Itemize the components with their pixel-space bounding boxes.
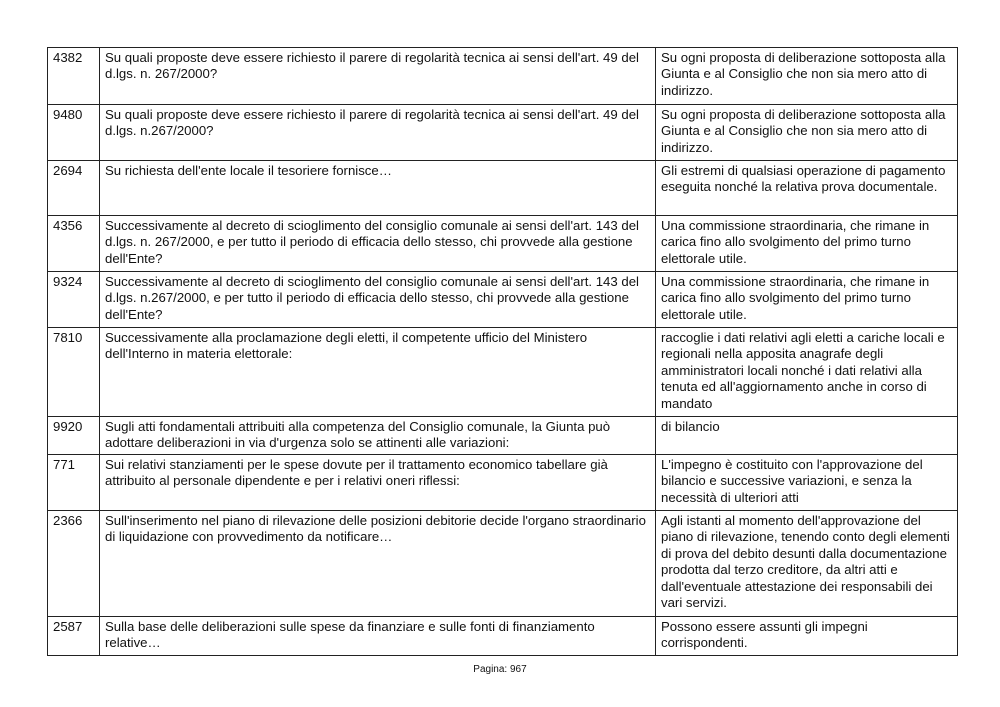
row-id: 9920 <box>48 417 100 455</box>
row-answer: Su ogni proposta di deliberazione sottoposta alla Giunta e al Consiglio che non sia mero atto di indirizzo. <box>656 48 958 105</box>
row-id: 2366 <box>48 511 100 617</box>
row-answer: Agli istanti al momento dell'approvazione del piano di rilevazione, tenendo conto degli elementi di prova del debito desunti dalla documentazione prodotta dal terzo creditore, da altri atti e dall'eventuale attestazione dei responsabili dei vari servizi. <box>656 511 958 617</box>
row-question: Sulla base delle deliberazioni sulle spese da finanziare e sulle fonti di finanziamento relative… <box>100 617 656 656</box>
table-row <box>48 617 958 656</box>
row-answer: di bilancio <box>656 417 958 455</box>
row-question: Successivamente al decreto di scioglimento del consiglio comunale ai sensi dell'art. 143 del d.lgs. n. 267/2000, e per tutto il periodo di efficacia dello stesso, chi provvede alla gestione dell'Ente? <box>100 216 656 272</box>
row-question: Successivamente al decreto di scioglimento del consiglio comunale ai sensi dell'art. 143 del d.lgs. n.267/2000, e per tutto il periodo di efficacia dello stesso, chi provvede alla gestione dell'Ente? <box>100 272 656 328</box>
row-id: 4382 <box>48 48 100 105</box>
row-question: Sull'inserimento nel piano di rilevazione delle posizioni debitorie decide l'organo straordinario di liquidazione con provvedimento da notificare… <box>100 511 656 617</box>
table-row <box>48 48 958 105</box>
row-answer: Gli estremi di qualsiasi operazione di pagamento eseguita nonché la relativa prova documentale. <box>656 161 958 216</box>
row-id: 2694 <box>48 161 100 216</box>
row-id: 2587 <box>48 617 100 656</box>
row-question: Sugli atti fondamentali attribuiti alla competenza del Consiglio comunale, la Giunta può adottare deliberazioni in via d'urgenza solo se attinenti alle variazioni: <box>100 417 656 455</box>
row-answer: Una commissione straordinaria, che rimane in carica fino allo svolgimento del primo turno elettorale utile. <box>656 216 958 272</box>
row-answer: raccoglie i dati relativi agli eletti a cariche locali e regionali nella apposita anagrafe degli amministratori locali nonché i dati relativi alla tenuta ed all'aggiornamento anche in corso di mandato <box>656 328 958 417</box>
row-id: 9480 <box>48 105 100 161</box>
table-row <box>48 328 958 417</box>
row-answer: Una commissione straordinaria, che rimane in carica fino allo svolgimento del primo turno elettorale utile. <box>656 272 958 328</box>
qa-table-body <box>48 48 958 656</box>
row-question: Sui relativi stanziamenti per le spese dovute per il trattamento economico tabellare già attribuito al personale dipendente e per i relativi oneri riflessi: <box>100 455 656 511</box>
row-question: Successivamente alla proclamazione degli eletti, il competente ufficio del Ministero dell'Interno in materia elettorale: <box>100 328 656 417</box>
row-answer: Possono essere assunti gli impegni corrispondenti. <box>656 617 958 656</box>
row-answer: L'impegno è costituito con l'approvazione del bilancio e successive variazioni, e senza la necessità di ulteriori atti <box>656 455 958 511</box>
row-question: Su quali proposte deve essere richiesto il parere di regolarità tecnica ai sensi dell'art. 49 del d.lgs. n.267/2000? <box>100 105 656 161</box>
row-answer: Su ogni proposta di deliberazione sottoposta alla Giunta e al Consiglio che non sia mero atto di indirizzo. <box>656 105 958 161</box>
row-id: 9324 <box>48 272 100 328</box>
row-question: Su quali proposte deve essere richiesto il parere di regolarità tecnica ai sensi dell'art. 49 del d.lgs. n. 267/2000? <box>100 48 656 105</box>
table-row <box>48 161 958 216</box>
table-row <box>48 105 958 161</box>
table-row <box>48 417 958 455</box>
page-number: Pagina: 967 <box>473 664 527 675</box>
table-row <box>48 455 958 511</box>
table-row <box>48 216 958 272</box>
row-id: 4356 <box>48 216 100 272</box>
row-id: 771 <box>48 455 100 511</box>
table-row <box>48 272 958 328</box>
row-id: 7810 <box>48 328 100 417</box>
table-row <box>48 511 958 617</box>
qa-table <box>47 47 958 656</box>
row-question: Su richiesta dell'ente locale il tesoriere fornisce… <box>100 161 656 216</box>
